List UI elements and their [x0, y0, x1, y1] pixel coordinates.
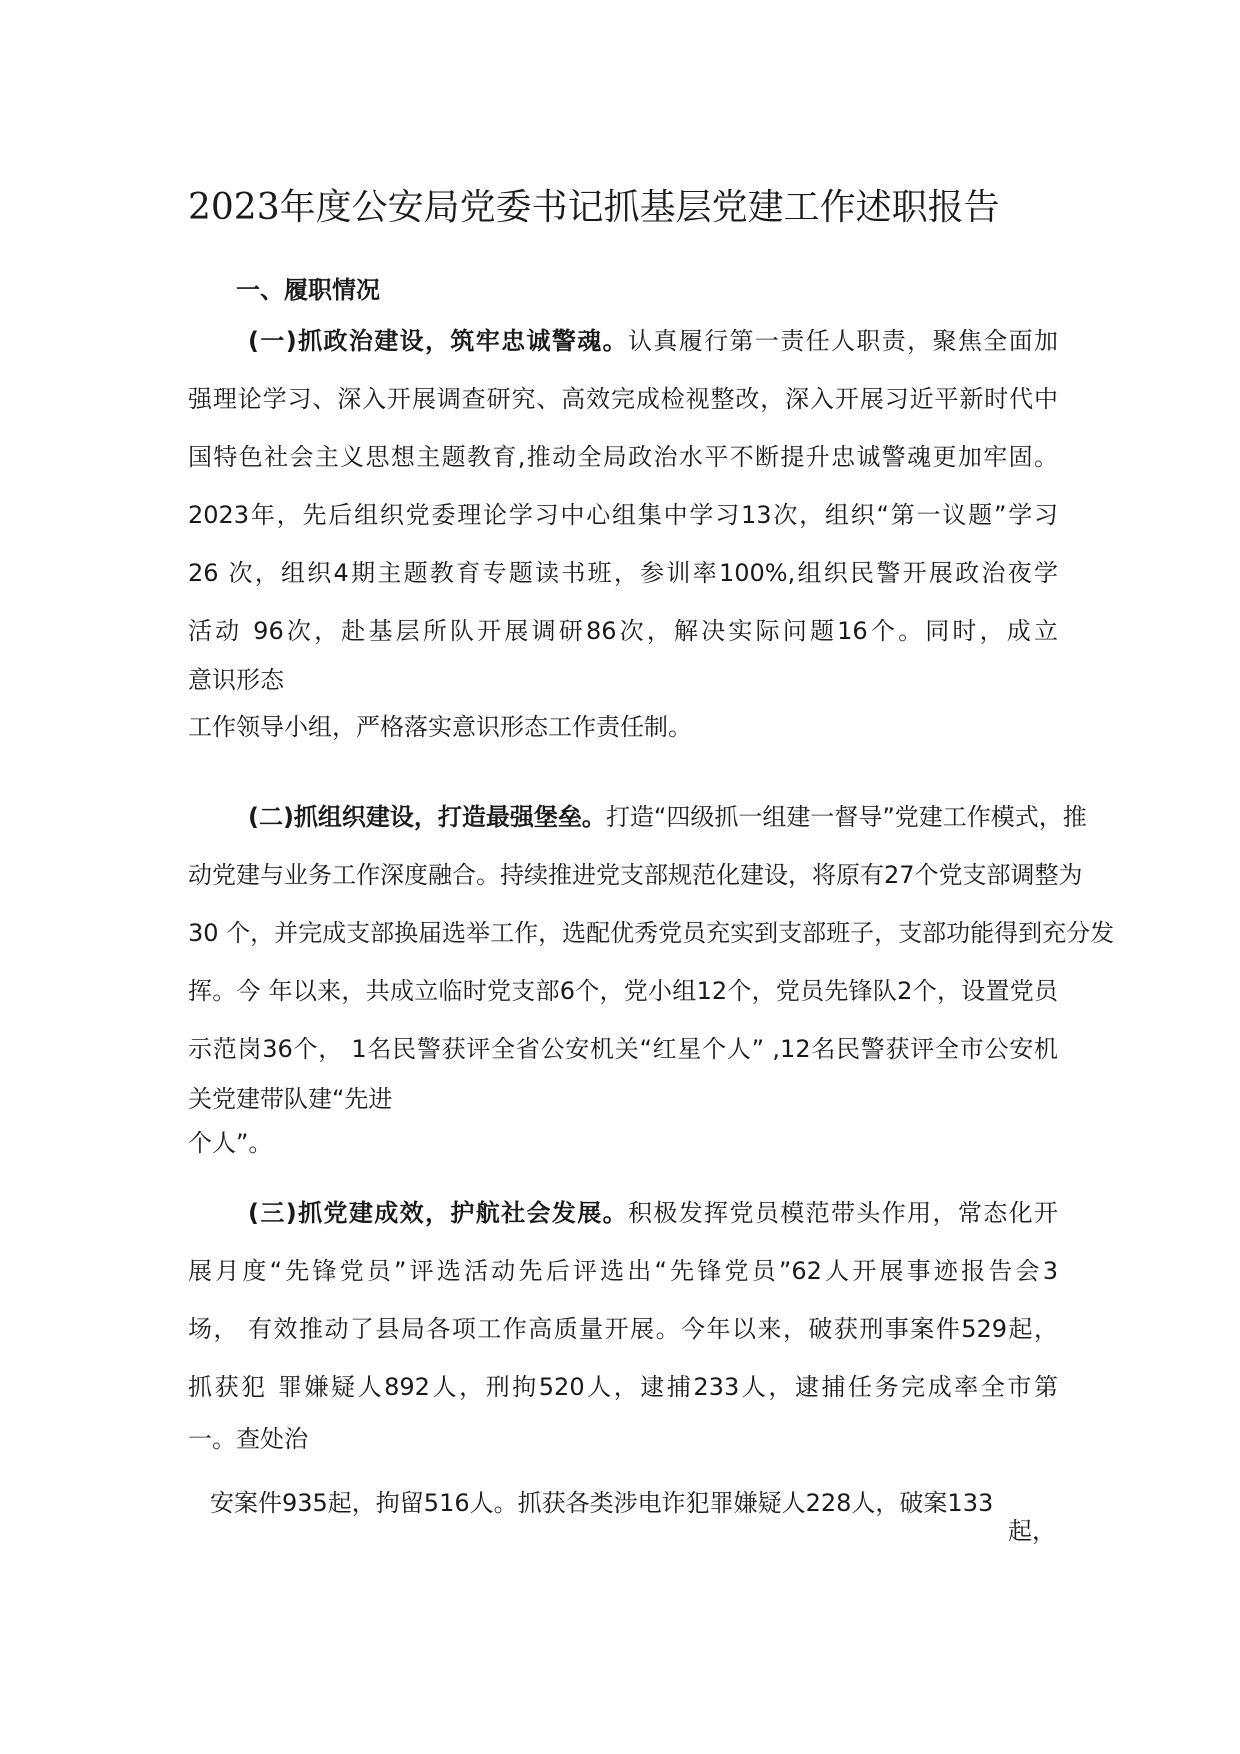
paragraph-line: 场， 有效推动了县局各项工作高质量开展。今年以来，破获刑事案件529起，: [188, 1315, 1058, 1343]
paragraph-text: 打造“四级抓一组建一督导”党建工作模式，推: [605, 803, 1087, 831]
paragraph-line: 个人”。: [188, 1129, 273, 1157]
paragraph-line: 国特色社会主义思想主题教育,推动全局政治水平不断提升忠诚警魂更加牢固。: [188, 443, 1058, 471]
paragraph-line: 强理论学习、深入开展调查研究、高效完成检视整改，深入开展习近平新时代中: [188, 385, 1058, 413]
paragraph-line: 活动 96次，赴基层所队开展调研86次，解决实际问题16个。同时，成立: [188, 617, 1058, 645]
section-heading: 一、履职情况: [236, 276, 380, 304]
paragraph-organization-building: [188, 788, 1115, 1166]
paragraph-lead: (二)抓组织建设，打造最强堡垒。: [248, 803, 606, 831]
paragraph-line: 一。查处治: [188, 1425, 308, 1453]
paragraph-first-line: [188, 312, 1058, 370]
paragraph-case-statistics-end: 起，: [1008, 1517, 1056, 1545]
paragraph-lead: (一)抓政治建设，筑牢忠诚警魂。: [248, 327, 628, 355]
paragraph-line: 挥。今 年以来，共成立临时党支部6个，党小组12个，党员先锋队2个，设置党员: [188, 977, 1058, 1005]
paragraph-line: 关党建带队建“先进: [188, 1085, 393, 1113]
paragraph-text: 积极发挥党员模范带头作用，常态化开: [627, 1199, 1058, 1227]
paragraph-lead: (三)抓党建成效，护航社会发展。: [248, 1199, 628, 1227]
paragraph-line: 工作领导小组，严格落实意识形态工作责任制。: [188, 713, 692, 741]
paragraph-line: 动党建与业务工作深度融合。持续推进党支部规范化建设，将原有27个党支部调整为: [188, 861, 1083, 889]
paragraph-case-statistics: 安案件935起，拘留516人。抓获各类涉电诈犯罪嫌疑人228人，破案133: [210, 1489, 994, 1517]
paragraph-line: 26 次，组织4期主题教育专题读书班，参训率100%,组织民警开展政治夜学: [188, 559, 1058, 587]
paragraph-text: 认真履行第一责任人职责，聚焦全面加: [627, 327, 1058, 355]
paragraph-line: 2023年，先后组织党委理论学习中心组集中学习13次，组织“第一议题”学习: [188, 501, 1058, 529]
paragraph-party-effectiveness: [188, 1184, 1058, 1462]
paragraph-line: 示范岗36个， 1名民警获评全省公安机关“红星个人” ,12名民警获评全市公安机: [188, 1035, 1058, 1063]
paragraph-first-line: [188, 788, 1087, 846]
paragraph-line: 意识形态: [188, 666, 284, 694]
paragraph-line: 30 个，并完成支部换届选举工作，选配优秀党员充实到支部班子，支部功能得到充分发: [188, 919, 1115, 947]
paragraph-first-line: [188, 1184, 1058, 1242]
paragraph-line: 展月度“先锋党员”评选活动先后评选出“先锋党员”62人开展事迹报告会3: [188, 1257, 1058, 1285]
paragraph-political-building: [188, 312, 1058, 754]
document-title: 2023年度公安局党委书记抓基层党建工作述职报告: [188, 187, 1000, 228]
paragraph-line: 抓获犯 罪嫌疑人892人，刑拘520人，逮捕233人，逮捕任务完成率全市第: [188, 1373, 1058, 1401]
